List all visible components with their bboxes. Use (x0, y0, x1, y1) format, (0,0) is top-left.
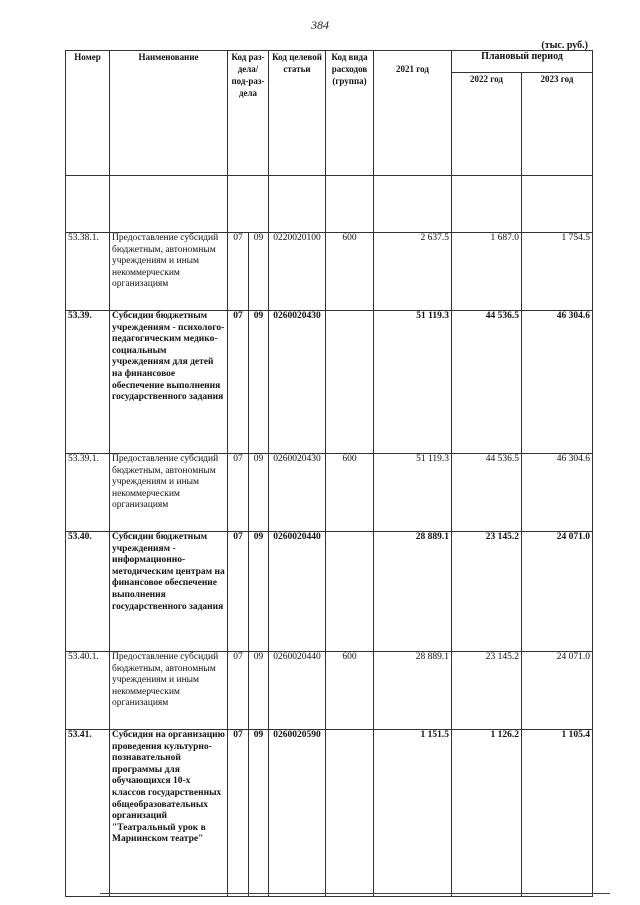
row-target-code: 0260020440 (269, 652, 326, 730)
row-subsection-code: 09 (249, 730, 269, 897)
row-expense-group: 600 (326, 454, 374, 532)
row-value-2021: 1 151.5 (374, 730, 452, 897)
row-value-2023: 24 071.0 (522, 532, 593, 652)
row-value-2021: 28 889.1 (374, 652, 452, 730)
row-target-code: 0260020430 (269, 311, 326, 454)
header-section: Код раз-дела/ под-раз-дела (228, 51, 269, 176)
row-value-2021: 51 119.3 (374, 311, 452, 454)
row-subsection-code: 09 (249, 532, 269, 652)
row-name: Субсидии бюджетным учреждениям - информационно-методическим центрам на финансовое обеспечение выполнения государственного задания (110, 532, 228, 652)
row-target-code: 0260020430 (269, 454, 326, 532)
row-expense-group: 600 (326, 233, 374, 311)
row-name: Субсидия на организацию проведения культурно-познавательной программы для обучающихся 10-х классов государственных общеобразовательных организаций "Театральный урок в Мариинском театре" (110, 730, 228, 897)
row-value-2023: 46 304.6 (522, 311, 593, 454)
row-name: Предоставление субсидий бюджетным, автономным учреждениям и иным некоммерческим организациям (110, 233, 228, 311)
bottom-rule (100, 893, 610, 894)
row-value-2023: 46 304.6 (522, 454, 593, 532)
row-target-code: 0260020440 (269, 532, 326, 652)
row-subsection-code: 09 (249, 233, 269, 311)
row-target-code: 0220020100 (269, 233, 326, 311)
header-target-article: Код целевой статьи (269, 51, 326, 176)
row-section-code: 07 (228, 233, 249, 311)
row-number: 53.40.1. (66, 652, 110, 730)
page-number: 384 (311, 18, 329, 32)
row-target-code: 0260020590 (269, 730, 326, 897)
header-name: Наименование (110, 51, 228, 176)
row-subsection-code: 09 (249, 652, 269, 730)
row-value-2022: 23 145.2 (452, 652, 522, 730)
row-subsection-code: 09 (249, 311, 269, 454)
table-row (66, 454, 593, 532)
row-section-code: 07 (228, 454, 249, 532)
row-name: Предоставление субсидий бюджетным, автономным учреждениям и иным некоммерческим организациям (110, 652, 228, 730)
units-label: (тыс. руб.) (541, 40, 588, 51)
table-row (66, 532, 593, 652)
header-year-2021: 2021 год (374, 51, 452, 176)
row-number: 53.40. (66, 532, 110, 652)
table-row (66, 730, 593, 897)
row-number: 53.41. (66, 730, 110, 897)
row-value-2021: 51 119.3 (374, 454, 452, 532)
row-expense-group (326, 532, 374, 652)
header-spacer-row (66, 176, 593, 233)
row-expense-group (326, 311, 374, 454)
table-row (66, 652, 593, 730)
header-year-2023: 2023 год (522, 72, 593, 175)
row-value-2022: 1 126.2 (452, 730, 522, 897)
row-value-2022: 44 536.5 (452, 454, 522, 532)
row-section-code: 07 (228, 311, 249, 454)
budget-table (65, 50, 593, 897)
row-value-2021: 2 637.5 (374, 233, 452, 311)
header-number: Номер (66, 51, 110, 176)
header-year-2022: 2022 год (452, 72, 522, 175)
table-body (66, 233, 593, 897)
row-value-2023: 1 754.5 (522, 233, 593, 311)
row-value-2023: 1 105.4 (522, 730, 593, 897)
row-section-code: 07 (228, 730, 249, 897)
row-section-code: 07 (228, 652, 249, 730)
row-value-2023: 24 071.0 (522, 652, 593, 730)
table-row (66, 233, 593, 311)
row-expense-group: 600 (326, 652, 374, 730)
header-expense-type: Код вида расходов (группа) (326, 51, 374, 176)
row-expense-group (326, 730, 374, 897)
row-section-code: 07 (228, 532, 249, 652)
header-planning-period: Плановый период (452, 51, 593, 73)
row-name: Субсидии бюджетным учреждениям - психолого-педагогическим медико-социальным учреждениям для детей на финансовое обеспечение выполнения государственного задания (110, 311, 228, 454)
table-row (66, 311, 593, 454)
row-subsection-code: 09 (249, 454, 269, 532)
row-value-2022: 44 536.5 (452, 311, 522, 454)
row-number: 53.39.1. (66, 454, 110, 532)
row-value-2022: 23 145.2 (452, 532, 522, 652)
row-value-2022: 1 687.0 (452, 233, 522, 311)
row-number: 53.39. (66, 311, 110, 454)
row-number: 53.38.1. (66, 233, 110, 311)
row-value-2021: 28 889.1 (374, 532, 452, 652)
row-name: Предоставление субсидий бюджетным, автономным учреждениям и иным некоммерческим организациям (110, 454, 228, 532)
